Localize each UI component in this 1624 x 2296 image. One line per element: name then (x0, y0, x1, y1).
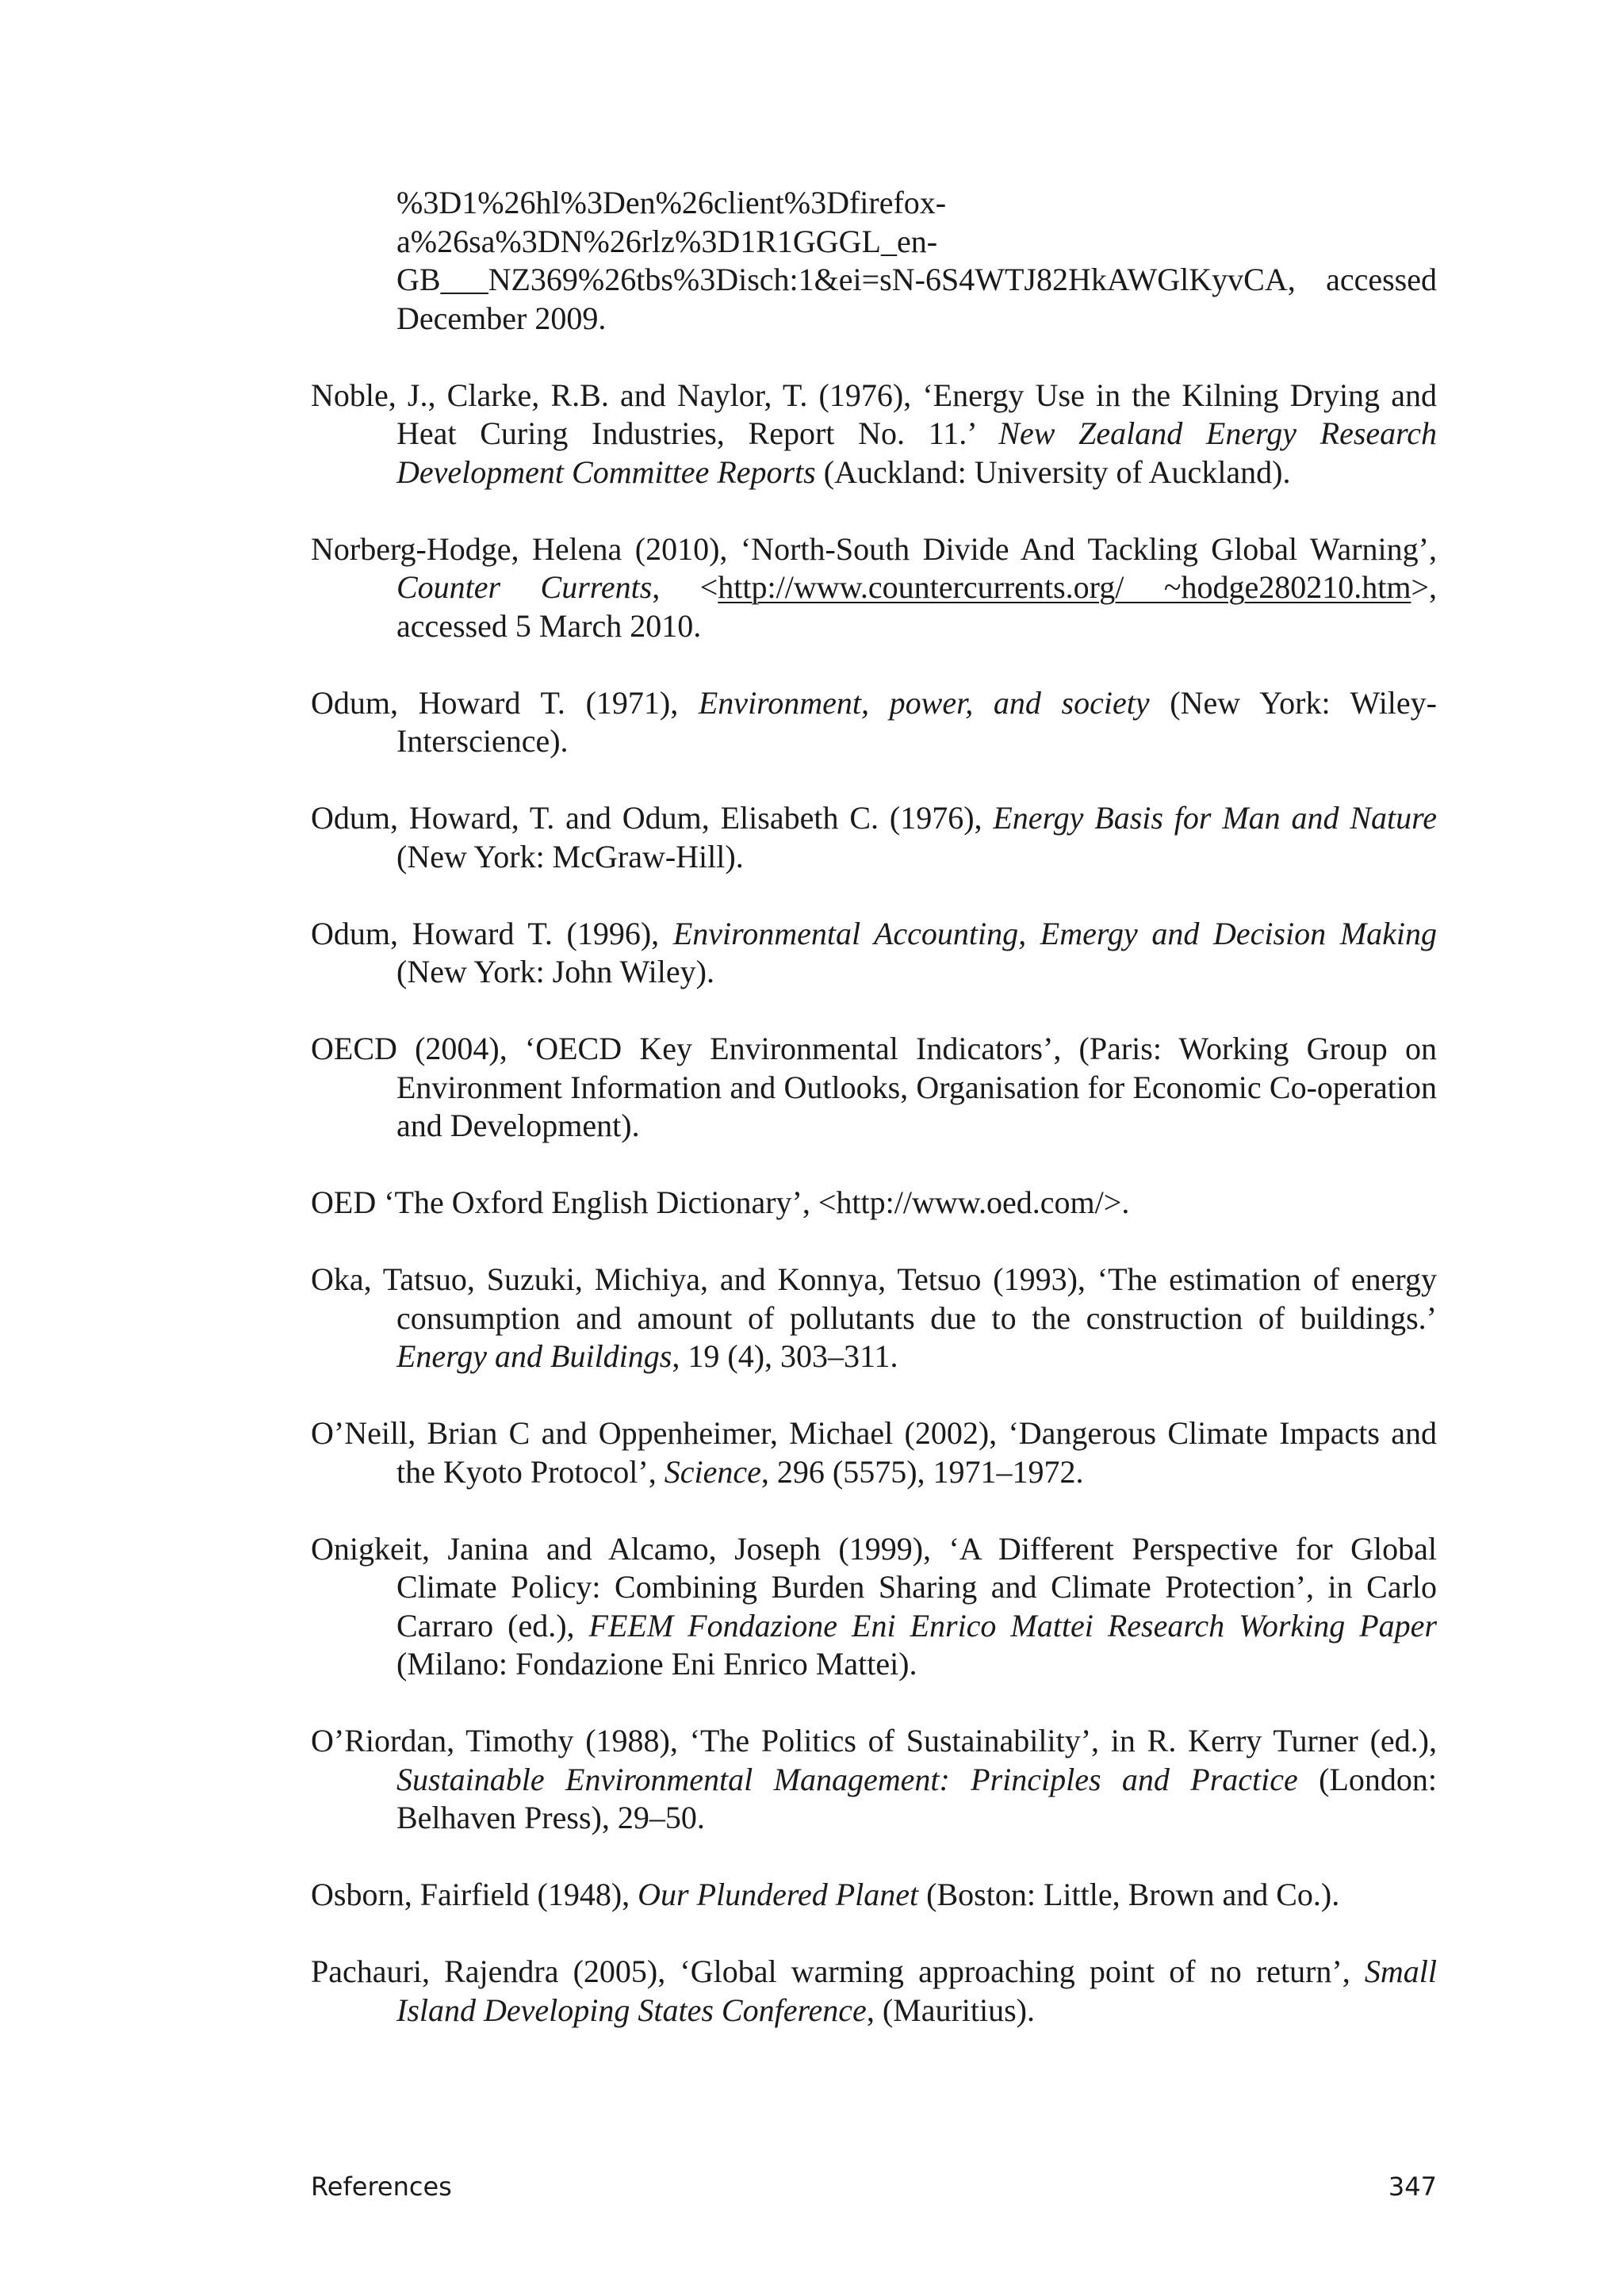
reference-text: (New York: John Wiley). (396, 954, 714, 989)
reference-title: Energy Basis for Man and Nature (993, 800, 1437, 836)
reference-entry (311, 1261, 1437, 1376)
reference-text: , (Mauritius). (866, 1992, 1035, 2028)
reference-text: Oka, Tatsuo, Suzuki, Michiya, and Konnya, Tetsuo (1993), ‘The estimation of energy consumption and amount of pollutants due to the construction of buildings.’ (311, 1261, 1437, 1336)
reference-title: Science (664, 1453, 761, 1490)
reference-text: (London: Belhaven Press), 29–50. (396, 1761, 1437, 1835)
reference-text: OECD (2004), ‘OECD Key Environmental Indicators’, (Paris: Working Group on Environment Information and Outlooks, Organisation for Economic Co-operation and Development). (311, 1031, 1437, 1143)
reference-text: Osborn, Fairfield (1948), (311, 1877, 638, 1912)
reference-text: Odum, Howard T. (1996), (311, 915, 673, 951)
reference-entry (311, 530, 1437, 646)
reference-entry (311, 799, 1437, 876)
reference-text: (Auckland: University of Auckland). (815, 453, 1291, 490)
reference-entry (311, 915, 1437, 992)
reference-link[interactable]: http://www.countercurrents.org/ ~hodge280210.htm (718, 569, 1411, 605)
reference-title: Environmental Accounting, Emergy and Decision Making (672, 915, 1438, 951)
reference-text: Odum, Howard, T. and Odum, Elisabeth C. (1976), (311, 800, 994, 836)
reference-text: O’Neill, Brian C and Oppenheimer, Michael (2002), ‘Dangerous Climate Impacts and the Kyoto Protocol’, (311, 1415, 1437, 1490)
reference-text: Pachauri, Rajendra (2005), ‘Global warming approaching point of no return’, (311, 1954, 1365, 1989)
reference-text: Onigkeit, Janina and Alcamo, Joseph (1999), ‘A Different Perspective for Global Climate Policy: Combining Burden Sharing and Climate Protection’, in Carlo Carraro (ed.), (311, 1530, 1437, 1644)
reference-text: (Boston: Little, Brown and Co.). (918, 1877, 1340, 1912)
reference-title: Small Island Developing States Conference (396, 1954, 1437, 2028)
reference-title: Counter Currents (396, 569, 653, 605)
footer-section-title: References (311, 2172, 452, 2202)
reference-text: Odum, Howard T. (1971), (311, 684, 699, 721)
reference-entry (311, 1876, 1437, 1915)
reference-entry (311, 1030, 1437, 1146)
reference-title: FEEM Fondazione Eni Enrico Mattei Research Working Paper (588, 1607, 1438, 1644)
reference-title: Energy and Buildings (396, 1338, 672, 1374)
reference-entry (311, 1722, 1437, 1838)
reference-text: , < (652, 569, 718, 605)
reference-text: OED ‘The Oxford English Dictionary’, <http://www.oed.com/>. (311, 1184, 1130, 1220)
reference-entry-continuation (311, 184, 1437, 338)
reference-text: , 19 (4), 303–311. (672, 1338, 898, 1374)
reference-title: Sustainable Environmental Management: Principles and Practice (396, 1761, 1298, 1797)
reference-text: , 296 (5575), 1971–1972. (760, 1453, 1084, 1490)
reference-text: %3D1%26hl%3Den%26client%3Dfirefox-a%26sa%3DN%26rlz%3D1R1GGGL_en-GB___NZ369%26tbs%3Disch:1&ei=sN-6S4WTJ82HkAWGlKyvCA, accessed December 2009. (396, 185, 1437, 336)
reference-entry (311, 377, 1437, 492)
reference-list (311, 184, 1437, 2068)
reference-text: Norberg-Hodge, Helena (2010), ‘North-South Divide And Tackling Global Warning’, (311, 530, 1437, 567)
reference-text: (New York: McGraw-Hill). (396, 838, 744, 874)
reference-entry (311, 1414, 1437, 1491)
reference-title: New Zealand Energy Research Development Committee Reports (396, 415, 1438, 490)
reference-text: Noble, J., Clarke, R.B. and Naylor, T. (1976), ‘Energy Use in the Kilning Drying and Heat Curing Industries, Report No. 11.’ (311, 377, 1437, 451)
reference-title: Our Plundered Planet (638, 1877, 919, 1912)
reference-entry (311, 684, 1437, 761)
reference-title: Environment, power, and society (698, 684, 1150, 721)
reference-text: >, accessed 5 March 2010. (396, 569, 1437, 644)
reference-text: O’Riordan, Timothy (1988), ‘The Politics of Sustainability’, in R. Kerry Turner (ed.), (311, 1723, 1437, 1758)
reference-text: (Milano: Fondazione Eni Enrico Mattei). (396, 1646, 917, 1682)
page-number: 347 (1388, 2172, 1437, 2202)
reference-entry (311, 1184, 1437, 1223)
reference-text: (New York: Wiley-Interscience). (396, 684, 1437, 759)
reference-entry (311, 1953, 1437, 2030)
reference-entry (311, 1530, 1437, 1684)
